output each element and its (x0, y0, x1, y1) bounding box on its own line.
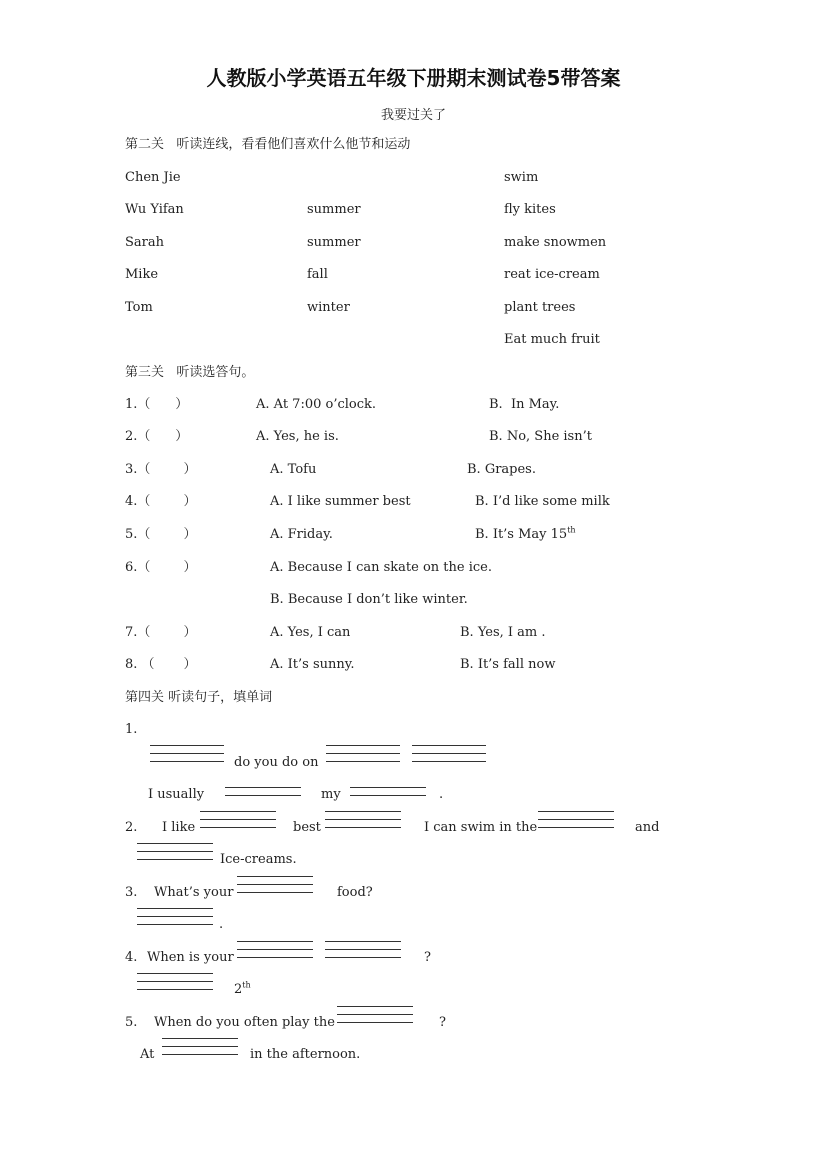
question-number: 6.（ ） (125, 560, 197, 575)
section-2-heading: 第二关 听读连线，看看他们喜欢什么他节和运动 (125, 137, 411, 152)
option-a: A. At 7:00 o’clock. (256, 397, 377, 412)
sentence-text: At (140, 1047, 155, 1062)
blank-field[interactable] (225, 787, 301, 803)
sentence-text: Ice-creams. (220, 852, 297, 867)
sentence-text: my (321, 787, 341, 802)
sentence-text: . (219, 917, 224, 932)
option-b: B. Grapes. (467, 462, 536, 477)
name-item: Mike (125, 267, 159, 282)
blank-field[interactable] (137, 843, 213, 859)
sentence-number: 4. (125, 950, 138, 965)
option-a: A. Because I can skate on the ice. (270, 560, 492, 575)
season-item: winter (307, 300, 350, 315)
blank-field[interactable] (350, 787, 426, 803)
sentence-text: ? (439, 1015, 446, 1030)
name-item: Chen Jie (125, 170, 181, 185)
option-a: A. Friday. (270, 527, 333, 542)
blank-field[interactable] (326, 745, 400, 761)
sentence-text: When is your (147, 950, 234, 965)
question-number: 3.（ ） (125, 462, 197, 477)
question-number: 8. （ ） (125, 657, 197, 672)
page-subtitle: 我要过关了 (380, 108, 446, 123)
blank-field[interactable] (200, 811, 276, 827)
question-number: 2.（ ） (125, 429, 189, 444)
blank-field[interactable] (150, 745, 224, 761)
blank-field[interactable] (137, 908, 213, 924)
activity-item: make snowmen (504, 235, 607, 250)
name-item: Sarah (125, 235, 164, 250)
activity-item: swim (504, 170, 539, 185)
activity-item: fly kites (504, 202, 556, 217)
section-3-heading: 第三关 听读选答句。 (125, 365, 255, 380)
option-a: A. Yes, I can (270, 625, 351, 640)
option-a: A. I like summer best (270, 494, 411, 509)
sentence-text: and (635, 820, 660, 835)
activity-item: reat ice-cream (504, 267, 600, 282)
option-b: B. It’s May 15th (475, 525, 576, 542)
blank-field[interactable] (325, 811, 401, 827)
name-item: Tom (125, 300, 153, 315)
sentence-text: do you do on (234, 755, 319, 770)
sentence-text: in the afternoon. (250, 1047, 361, 1062)
sentence-text: I can swim in the (424, 820, 538, 835)
section-4-heading: 第四关 听读句子，填单词 (125, 690, 273, 705)
blank-field[interactable] (325, 941, 401, 957)
option-b: B. Because I don’t like winter. (270, 592, 468, 607)
blank-field[interactable] (237, 876, 313, 892)
option-b: B. It’s fall now (460, 657, 556, 672)
sentence-number: 5. (125, 1015, 138, 1030)
blank-field[interactable] (162, 1038, 238, 1054)
option-a: A. It’s sunny. (270, 657, 355, 672)
sentence-text: food? (337, 885, 373, 900)
question-number: 4.（ ） (125, 494, 197, 509)
sentence-text: 2th (234, 980, 251, 997)
question-number: 5.（ ） (125, 527, 197, 542)
sentence-text: When do you often play the (154, 1015, 335, 1030)
name-item: Wu Yifan (125, 202, 184, 217)
sentence-number: 1. (125, 722, 138, 737)
sentence-text: I like (162, 820, 196, 835)
sentence-text: What’s your (154, 885, 234, 900)
sentence-text: I usually (148, 787, 205, 802)
sentence-text: . (439, 787, 444, 802)
activity-item: Eat much fruit (504, 332, 600, 347)
blank-field[interactable] (237, 941, 313, 957)
option-b: B. Yes, I am . (460, 625, 546, 640)
season-item: summer (307, 235, 361, 250)
question-number: 1.（ ） (125, 397, 189, 412)
blank-field[interactable] (412, 745, 486, 761)
blank-field[interactable] (137, 973, 213, 989)
blank-field[interactable] (337, 1006, 413, 1022)
option-b: B. In May. (489, 397, 560, 412)
season-item: summer (307, 202, 361, 217)
blank-field[interactable] (538, 811, 614, 827)
sentence-text: best (293, 820, 321, 835)
activity-item: plant trees (504, 300, 576, 315)
option-a: A. Yes, he is. (256, 429, 339, 444)
sentence-number: 2. (125, 820, 138, 835)
sentence-number: 3. (125, 885, 138, 900)
option-b: B. No, She isn’t (489, 429, 592, 444)
option-a: A. Tofu (270, 462, 317, 477)
option-b: B. I’d like some milk (475, 494, 610, 509)
sentence-text: ? (424, 950, 431, 965)
question-number: 7.（ ） (125, 625, 197, 640)
page-title: 人教版小学英语五年级下册期末测试卷5带答案 (206, 66, 621, 90)
season-item: fall (307, 267, 328, 282)
